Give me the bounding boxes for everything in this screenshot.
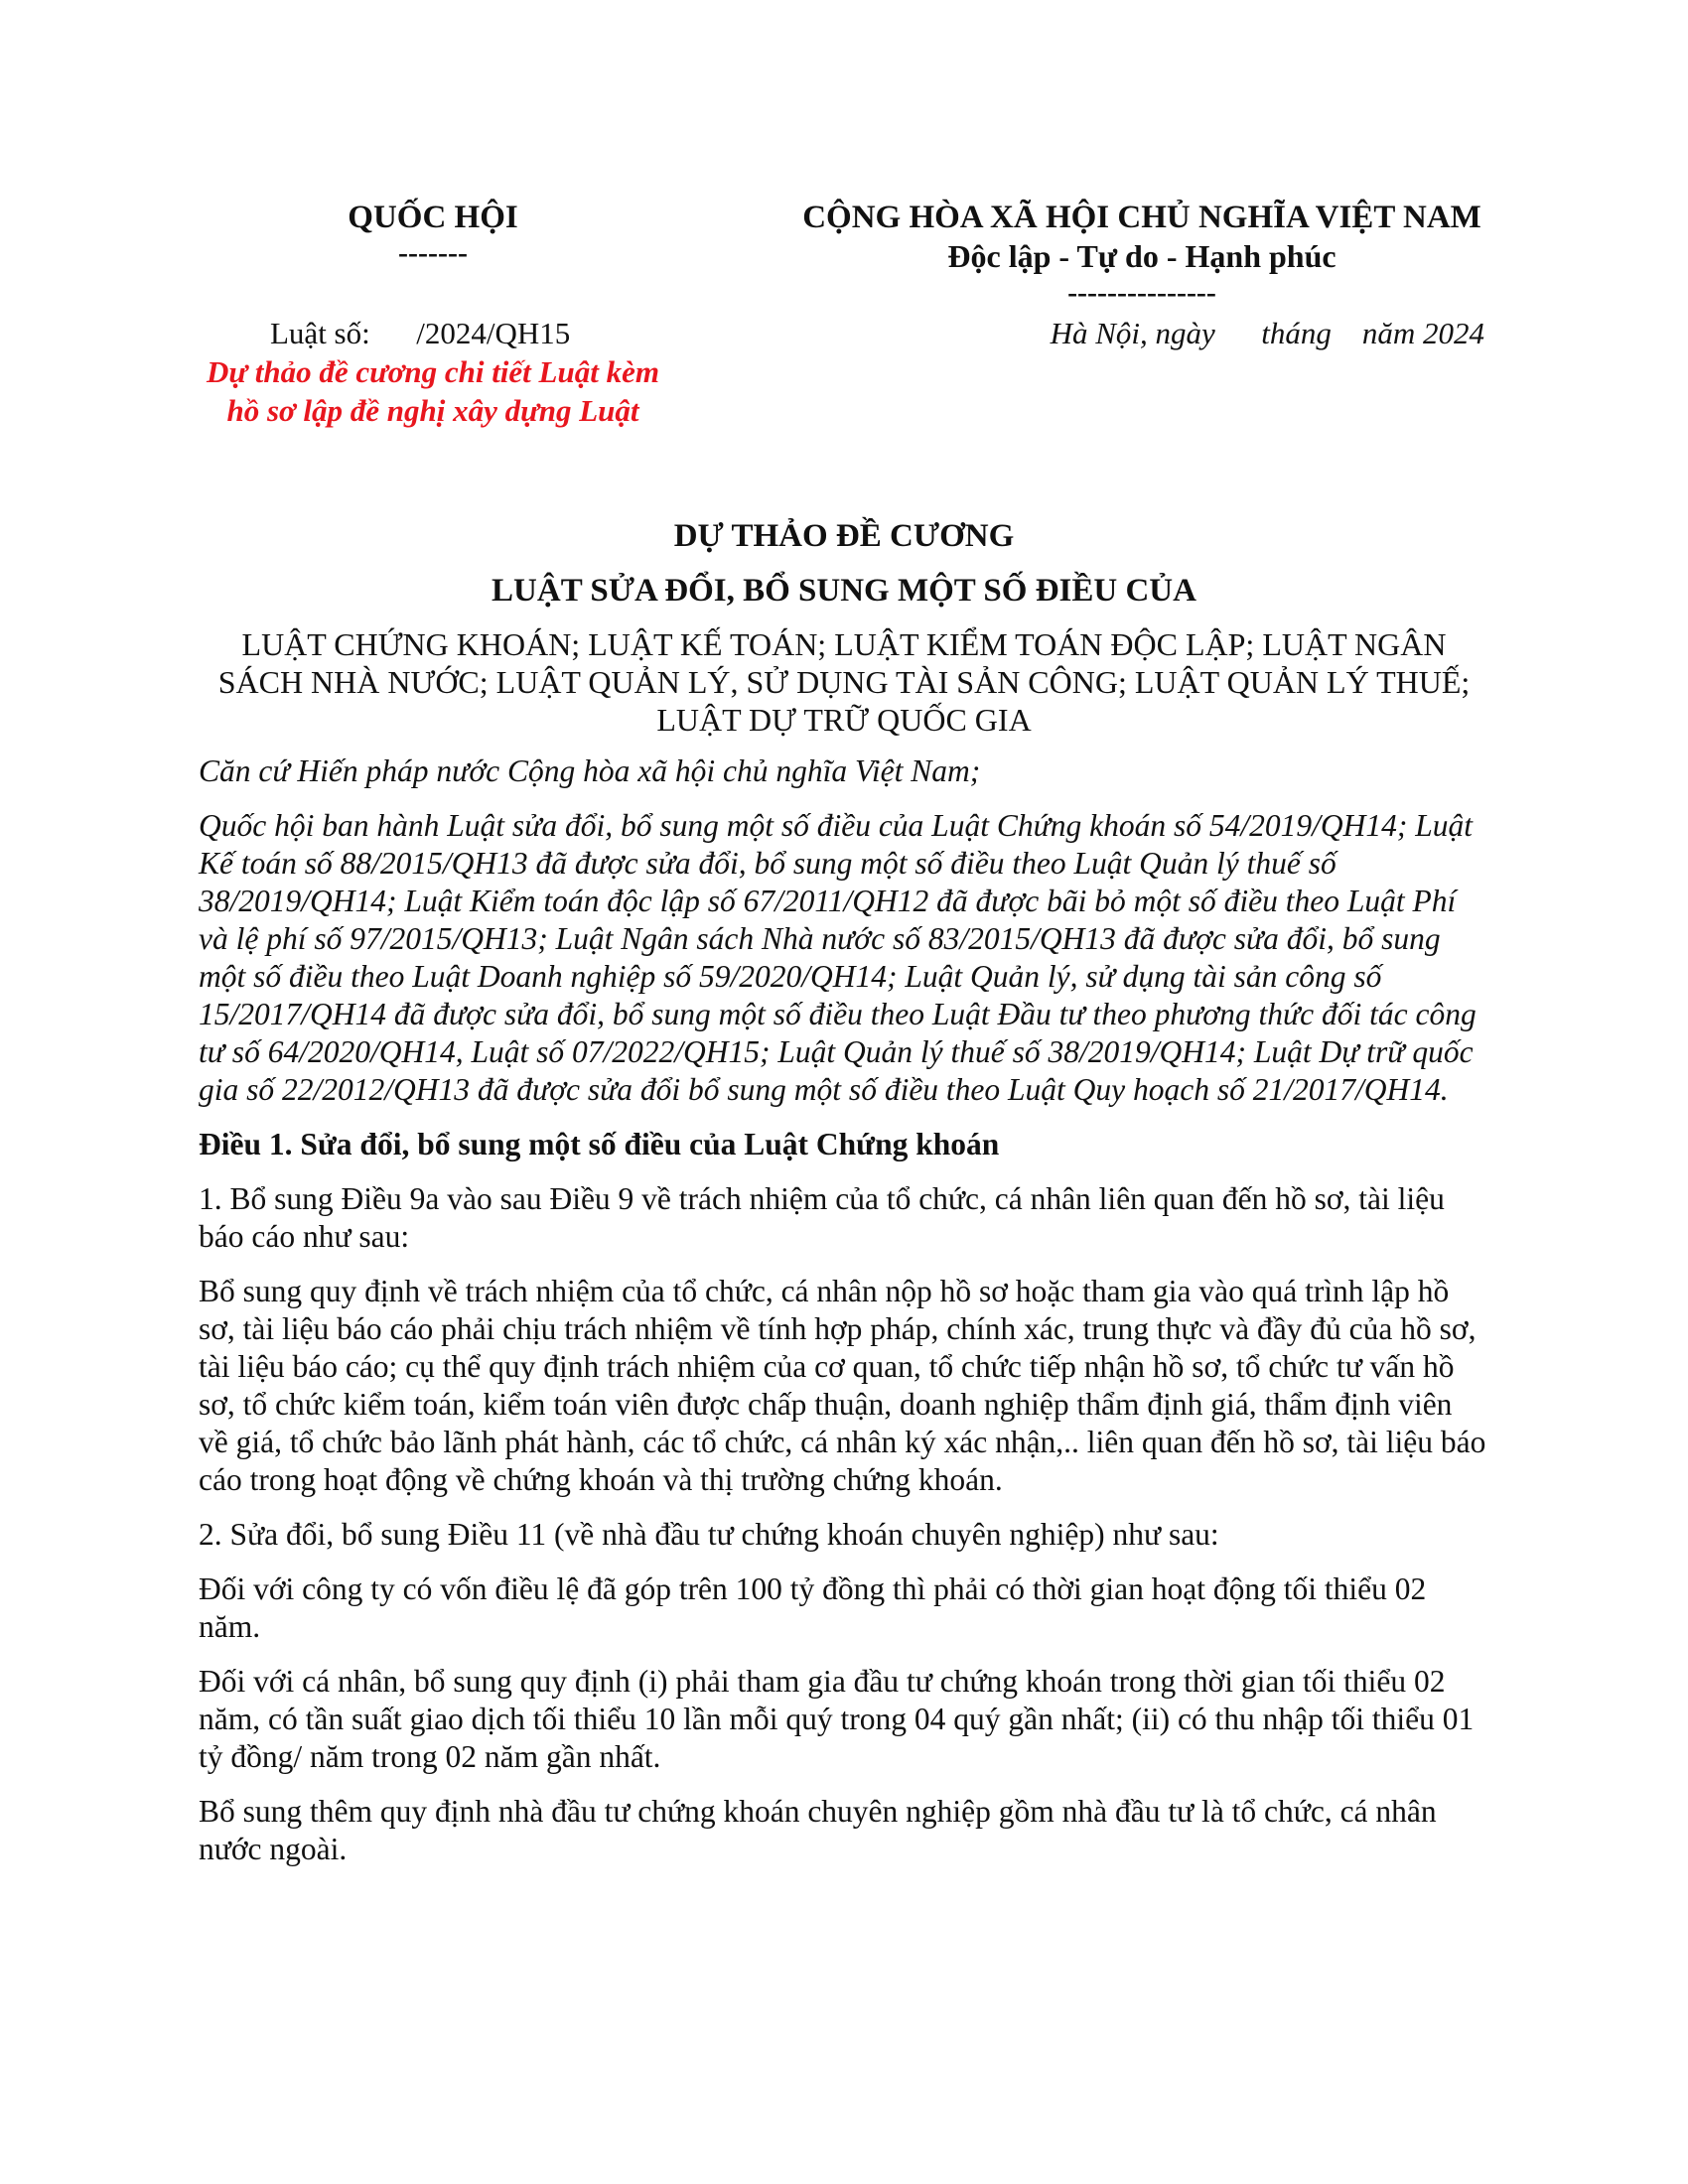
motto-divider: --------------- — [1067, 276, 1216, 309]
article-1-paragraph: Bổ sung thêm quy định nhà đầu tư chứng khoán chuyên nghiệp gồm nhà đầu tư là tổ chức, cá nhân nước ngoài. — [199, 1794, 1437, 1866]
draft-note: Dự thảo đề cương chi tiết Luật kèm hồ sơ lập đề nghị xây dựng Luật — [207, 354, 659, 428]
amended-laws-list: LUẬT CHỨNG KHOÁN; LUẬT KẾ TOÁN; LUẬT KIỂM TOÁN ĐỘC LẬP; LUẬT NGÂN SÁCH NHÀ NƯỚC; LUẬT QUẢN LÝ, SỬ DỤNG TÀI SẢN CÔNG; LUẬT QUẢN LÝ THUẾ; LUẬT DỰ TRỮ QUỐC GIA — [217, 626, 1471, 738]
article-1-clause: 2. Sửa đổi, bổ sung Điều 11 (về nhà đầu tư chứng khoán chuyên nghiệp) như sau: — [199, 1517, 1219, 1552]
article-1-paragraph: Đối với công ty có vốn điều lệ đã góp trên 100 tỷ đồng thì phải có thời gian hoạt động tối thiểu 02 năm. — [199, 1571, 1427, 1644]
article-1-paragraph: Đối với cá nhân, bổ sung quy định (i) phải tham gia đầu tư chứng khoán trong thời gian tối thiểu 02 năm, có tần suất giao dịch tối thiểu 10 lần mỗi quý trong 04 quý gần nhất; (ii) có thu nhập tối thiểu 01 tỷ đồng/ năm trong 02 năm gần nhất. — [199, 1664, 1475, 1774]
enactment-clause: Quốc hội ban hành Luật sửa đổi, bổ sung một số điều của Luật Chứng khoán số 54/2019/QH14; Luật Kế toán số 88/2015/QH13 đã được sửa đổi, bổ sung một số điều theo Luật Quản lý thuế số 38/2019/QH14; Luật Kiểm toán độc lập số 67/2011/QH12 đã được bãi bỏ một số điều theo Luật Phí và lệ phí số 97/2015/QH13; Luật Ngân sách Nhà nước số 83/2015/QH13 đã được sửa đổi, bổ sung một số điều theo Luật Doanh nghiệp số 59/2020/QH14; Luật Quản lý, sử dụng tài sản công số 15/2017/QH14 đã được sửa đổi, bổ sung một số điều theo Luật Đầu tư theo phương thức đối tác công tư số 64/2020/QH14, Luật số 07/2022/QH15; Luật Quản lý thuế số 38/2019/QH14; Luật Dự trữ quốc gia số 22/2012/QH13 đã được sửa đổi bổ sung một số điều theo Luật Quy hoạch số 21/2017/QH14. — [199, 808, 1477, 1107]
national-title: CỘNG HÒA XÃ HỘI CHỦ NGHĨA VIỆT NAM — [802, 200, 1481, 235]
article-1-clause: 1. Bổ sung Điều 9a vào sau Điều 9 về trách nhiệm của tổ chức, cá nhân liên quan đến hồ sơ, tài liệu báo cáo như sau: — [199, 1181, 1445, 1254]
agency-divider: ------- — [398, 236, 468, 269]
issuing-agency: QUỐC HỘI — [348, 200, 518, 235]
law-title: LUẬT SỬA ĐỔI, BỔ SUNG MỘT SỐ ĐIỀU CỦA — [492, 573, 1196, 609]
national-motto: Độc lập - Tự do - Hạnh phúc — [947, 238, 1336, 274]
issuing-agency-block — [195, 199, 671, 270]
article-1-heading: Điều 1. Sửa đổi, bổ sung một số điều của Luật Chứng khoán — [199, 1127, 1000, 1161]
national-title-block — [695, 199, 1589, 310]
legal-basis: Căn cứ Hiến pháp nước Cộng hòa xã hội chủ nghĩa Việt Nam; — [199, 753, 981, 788]
document-body — [199, 752, 1489, 1885]
article-1-paragraph: Bổ sung quy định về trách nhiệm của tổ chức, cá nhân nộp hồ sơ hoặc tham gia vào quá trình lập hồ sơ, tài liệu báo cáo phải chịu trách nhiệm về tính hợp pháp, chính xác, trung thực và đầy đủ của hồ sơ, tài liệu báo cáo; cụ thể quy định trách nhiệm của cơ quan, tổ chức tiếp nhận hồ sơ, tổ chức tư vấn hồ sơ, tổ chức kiểm toán, kiểm toán viên được chấp thuận, doanh nghiệp thẩm định giá, thẩm định viên về giá, tổ chức bảo lãnh phát hành, các tổ chức, cá nhân ký xác nhận,.. liên quan đến hồ sơ, tài liệu báo cáo trong hoạt động về chứng khoán và thị trường chứng khoán. — [199, 1274, 1486, 1497]
place-date: Hà Nội, ngày tháng năm 2024 — [1050, 316, 1484, 350]
law-number: Luật số: /2024/QH15 — [270, 316, 571, 350]
document-title: DỰ THẢO ĐỀ CƯƠNG — [673, 518, 1015, 554]
